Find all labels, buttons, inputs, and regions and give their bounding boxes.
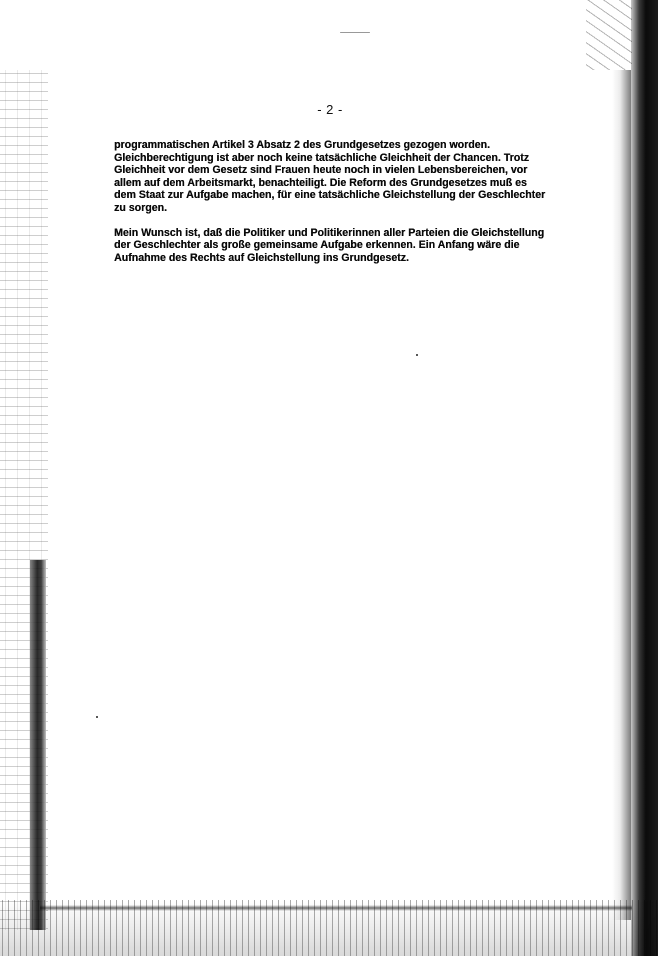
text-line: Gleichberechtigung ist aber noch keine tatsächliche Gleichheit der Chancen. Trotz — [114, 151, 530, 164]
document-body — [114, 139, 554, 264]
paragraph-gap — [114, 215, 554, 227]
text-line: dem Staat zur Aufgabe machen, für eine tatsächliche Gleichstellung der Geschlechter — [114, 189, 546, 202]
scan-speck — [416, 354, 418, 356]
paragraph — [114, 139, 554, 215]
text-line: allem auf dem Arbeitsmarkt, benachteiligt. Die Reform des Grundgesetzes muß es — [114, 176, 527, 189]
right-scan-edge — [631, 0, 658, 956]
text-line: Gleichheit vor dem Gesetz sind Frauen heute noch in vielen Lebensbereichen, vor — [114, 164, 528, 177]
text-line: der Geschlechter als große gemeinsame Aufgabe erkennen. Ein Anfang wäre die — [114, 239, 520, 252]
left-scan-shadow — [30, 560, 46, 930]
text-line: programmatischen Artikel 3 Absatz 2 des Grundgesetzes gezogen worden. — [114, 139, 490, 151]
text-line: zu sorgen. — [114, 201, 167, 214]
scan-speck — [340, 32, 370, 33]
right-page-shadow — [612, 70, 632, 920]
text-line: Mein Wunsch ist, daß die Politiker und Politikerinnen aller Parteien die Gleichstellung — [114, 226, 545, 239]
scan-speck — [96, 716, 98, 718]
page-number: - 2 - — [317, 102, 343, 117]
paragraph — [114, 227, 554, 265]
top-right-scan-noise — [586, 0, 632, 70]
text-line: Aufnahme des Rechts auf Gleichstellung ins Grundgesetz. — [114, 251, 409, 264]
bottom-scan-edge — [0, 900, 658, 956]
